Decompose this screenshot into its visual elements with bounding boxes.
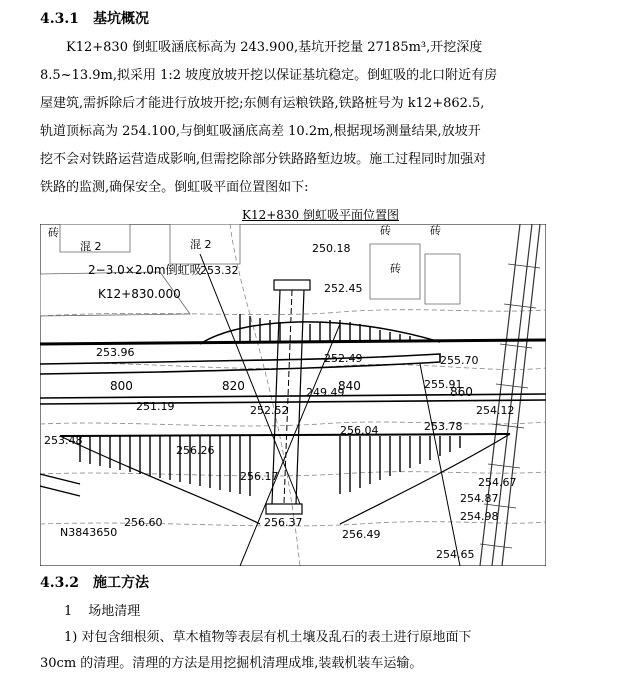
chainage-860: 860 [450, 385, 473, 399]
elev-25332: 253.32 [200, 264, 239, 277]
paragraph-line-6: 铁路的监测,确保安全。倒虹吸平面位置图如下: [40, 180, 309, 195]
elev-25660: 256.60 [124, 516, 163, 529]
brick-label-4: 砖 [430, 224, 441, 237]
paragraph-line-3: 屋建筑,需拆除后才能进行放坡开挖;东侧有运粮铁路,铁路桩号为 k12+862.5, [40, 96, 485, 111]
item-title: 场地清理 [88, 604, 141, 619]
chainage-800: 800 [110, 379, 133, 393]
elev-25249: 252.49 [324, 352, 363, 365]
mud-label-2: 混 2 [190, 238, 212, 251]
north-coordinate: N3843650 [60, 526, 118, 539]
chainage-820: 820 [222, 379, 245, 393]
elev-25617: 256.17 [240, 470, 279, 483]
elev-25591: 255.91 [424, 378, 463, 391]
elev-25467: 254.67 [478, 476, 517, 489]
elev-25018: 250.18 [312, 242, 351, 255]
section-heading-432 [40, 572, 149, 592]
item-1 [64, 600, 140, 619]
section-number: 4.3.1 [40, 11, 79, 27]
mud-label-1: 混 2 [80, 240, 102, 253]
paragraph-line-5: 挖不会对铁路运营造成影响,但需挖除部分铁路路堑边坡。施工过程同时加强对 [40, 152, 487, 167]
elev-25412: 254.12 [476, 404, 515, 417]
elev-25498: 254.98 [460, 510, 499, 523]
section-number: 4.3.2 [40, 575, 79, 591]
elev-25487: 254.87 [460, 492, 499, 505]
paragraph-line-2: 8.5~13.9m,拟采用 1:2 坡度放坡开挖以保证基坑稳定。倒虹吸的北口附近有房 [40, 68, 498, 83]
elev-25649: 256.49 [342, 528, 381, 541]
section-title: 施工方法 [92, 575, 149, 591]
site-plan-drawing [40, 224, 546, 566]
section-title: 基坑概况 [92, 11, 149, 27]
paragraph-line-4: 轨道顶标高为 254.100,与倒虹吸涵底高差 10.2m,根据现场测量结果,放坡开 [40, 124, 481, 139]
elev-25378: 253.78 [424, 420, 463, 433]
elev-25626: 256.26 [176, 444, 215, 457]
section-heading-431 [40, 8, 149, 28]
elev-25396: 253.96 [96, 346, 135, 359]
elev-25637: 256.37 [264, 516, 303, 529]
item-1-1-line-2: 30cm 的清理。清理的方法是用挖掘机清理成堆,装载机装车运输。 [40, 656, 423, 671]
paragraph-line-1: K12+830 倒虹吸涵底标高为 243.900,基坑开挖量 27185m³,开挖深度 [66, 40, 483, 55]
item-1-1-line-1: 1) 对包含细根须、草木植物等表层有机土壤及乱石的表土进行原地面下 [64, 630, 472, 645]
item-number: 1 [64, 604, 73, 619]
elev-25245: 252.45 [324, 282, 363, 295]
brick-label-2: 砖 [380, 224, 391, 237]
elev-25570: 255.70 [440, 354, 479, 367]
elev-25465: 254.65 [436, 548, 475, 561]
brick-label-1: 砖 [48, 226, 59, 239]
figure-title: K12+830 倒虹吸平面位置图 [241, 208, 399, 222]
elev-25348: 253.48 [44, 434, 83, 447]
station-label: K12+830.000 [98, 287, 181, 301]
chainage-840: 840 [338, 379, 361, 393]
elev-25604: 256.04 [340, 424, 379, 437]
culvert-spec-label: 2−3.0×2.0m倒虹吸 [88, 263, 202, 277]
brick-label-3: 砖 [390, 262, 401, 275]
elev-25252: 252.52 [250, 404, 289, 417]
elev-24949: 249.49 [306, 386, 345, 399]
elev-25119: 251.19 [136, 400, 175, 413]
